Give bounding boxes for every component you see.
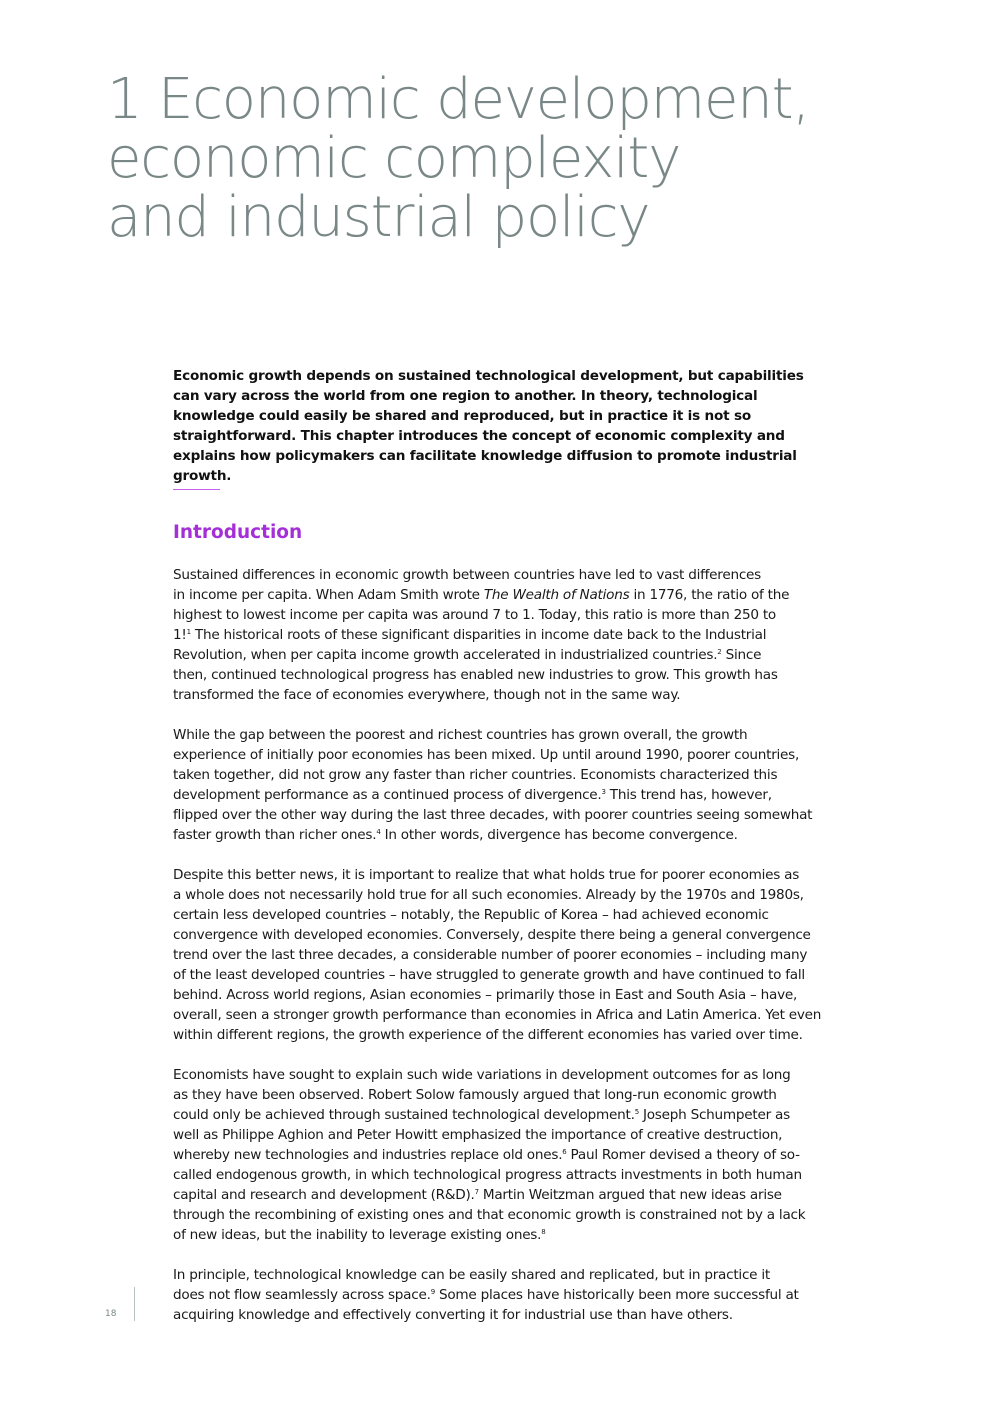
text-run: In other words, divergence has become convergence.	[380, 827, 738, 843]
text-run: within different regions, the growth experience of the different economies has varied over time.	[173, 1027, 803, 1043]
page-number: 18	[105, 1309, 117, 1319]
text-line	[173, 765, 833, 785]
text-run: convergence with developed economies. Conversely, despite there being a general convergence	[173, 927, 811, 943]
text-run: Sustained differences in economic growth between countries have led to vast differences	[173, 567, 761, 583]
text-run: of new ideas, but the inability to leverage existing ones.	[173, 1227, 542, 1243]
body-paragraph	[173, 1065, 833, 1245]
text-line	[173, 1165, 833, 1185]
text-run: Some places have historically been more successful at	[434, 1287, 799, 1303]
text-run: This trend has, however,	[605, 787, 772, 803]
text-line	[173, 585, 833, 605]
text-run: experience of initially poor economies has been mixed. Up until around 1990, poorer countries,	[173, 747, 800, 763]
text-line	[173, 1125, 833, 1145]
body-paragraph	[173, 725, 833, 845]
text-run: could only be achieved through sustained technological development.	[173, 1107, 635, 1123]
footnote-ref: 8	[541, 1228, 546, 1236]
text-run: does not flow seamlessly across space.	[173, 1287, 431, 1303]
footnote-ref: 7	[474, 1188, 479, 1196]
text-line	[173, 665, 833, 685]
text-run: development performance as a continued process of divergence.	[173, 787, 602, 803]
text-run: behind. Across world regions, Asian economies – primarily those in East and South Asia – have,	[173, 987, 798, 1003]
text-line	[173, 1065, 833, 1085]
text-line	[173, 1265, 833, 1285]
text-run: in 1776, the ratio of the	[629, 587, 790, 603]
text-line	[173, 865, 833, 885]
text-line	[173, 1085, 833, 1105]
text-line	[173, 925, 833, 945]
text-run: of the least developed countries – have struggled to generate growth and have continued to fall	[173, 967, 805, 983]
text-run: transformed the face of economies everywhere, though not in the same way.	[173, 687, 681, 703]
text-run: well as Philippe Aghion and Peter Howitt emphasized the importance of creative destruction,	[173, 1127, 783, 1143]
accent-divider	[173, 489, 220, 490]
chapter-title-line: 1 Economic development,	[107, 67, 809, 132]
text-run: Since	[721, 647, 762, 663]
text-line	[173, 985, 833, 1005]
body-paragraph	[173, 1265, 833, 1325]
text-run: Joseph Schumpeter as	[638, 1107, 790, 1123]
text-run: The historical roots of these significant disparities in income date back to the Industrial	[190, 627, 767, 643]
text-run: through the recombining of existing ones and that economic growth is constrained not by a lack	[173, 1207, 806, 1223]
chapter-title-line: economic complexity	[107, 126, 681, 191]
text-run: In principle, technological knowledge can be easily shared and replicated, but in practice it	[173, 1267, 770, 1283]
text-run: taken together, did not grow any faster than richer countries. Economists characterized this	[173, 767, 778, 783]
footnote-ref: 1	[186, 628, 191, 636]
text-run: in income per capita. When Adam Smith wrote	[173, 587, 484, 603]
text-run: certain less developed countries – notably, the Republic of Korea – had achieved economic	[173, 907, 769, 923]
text-line	[173, 1305, 833, 1325]
text-line	[173, 1205, 833, 1225]
text-line	[173, 725, 833, 745]
text-run: called endogenous growth, in which technological progress attracts investments in both human	[173, 1167, 802, 1183]
text-run: Paul Romer devised a theory of so-	[566, 1147, 800, 1163]
text-line	[173, 645, 833, 665]
footnote-ref: 4	[376, 828, 381, 836]
text-line	[173, 565, 833, 585]
text-line	[173, 805, 833, 825]
text-line	[173, 905, 833, 925]
footnote-ref: 6	[562, 1148, 567, 1156]
text-run: While the gap between the poorest and richest countries has grown overall, the growth	[173, 727, 748, 743]
book-title: The Wealth of Nations	[483, 587, 630, 603]
text-run: Revolution, when per capita income growth accelerated in industrialized countries.	[173, 647, 718, 663]
text-run: whereby new technologies and industries replace old ones.	[173, 1147, 563, 1163]
text-run: faster growth than richer ones.	[173, 827, 377, 843]
text-run: Despite this better news, it is important to realize that what holds true for poorer economies as	[173, 867, 800, 883]
footnote-ref: 5	[634, 1108, 639, 1116]
text-run: Martin Weitzman argued that new ideas arise	[478, 1187, 782, 1203]
chapter-title	[107, 67, 927, 250]
text-line	[173, 1005, 833, 1025]
text-line	[173, 1225, 833, 1245]
text-run: a whole does not necessarily hold true for all such economies. Already by the 1970s and 1980s,	[173, 887, 804, 903]
text-run: flipped over the other way during the last three decades, with poorer countries seeing somewhat	[173, 807, 813, 823]
text-run: overall, seen a stronger growth performance than economies in Africa and Latin America. Yet even	[173, 1007, 822, 1023]
lead-paragraph: Economic growth depends on sustained technological development, but capabilities can vary across the world from one region to another. In theory, technological knowledge could easily be shared and reproduced, but in practice it is not so straightforward. This chapter introduces the concept of economic complexity and explains how policymakers can facilitate knowledge diffusion to promote industrial growth.	[173, 368, 804, 484]
text-run: as they have been observed. Robert Solow famously argued that long-run economic growth	[173, 1087, 777, 1103]
text-run: highest to lowest income per capita was around 7 to 1. Today, this ratio is more than 250 to	[173, 607, 776, 623]
text-run: capital and research and development (R&D).	[173, 1187, 475, 1203]
text-run: Economists have sought to explain such wide variations in development outcomes for as long	[173, 1067, 791, 1083]
text-line	[173, 745, 833, 765]
text-run: trend over the last three decades, a considerable number of poorer economies – including many	[173, 947, 808, 963]
text-line	[173, 885, 833, 905]
text-line	[173, 1285, 833, 1305]
footer-divider	[134, 1287, 135, 1321]
text-line	[173, 1025, 833, 1045]
body-text	[173, 565, 833, 1345]
text-line	[173, 945, 833, 965]
body-paragraph	[173, 565, 833, 705]
text-run: 1!	[173, 627, 187, 643]
footnote-ref: 3	[601, 788, 606, 796]
chapter-title-line: and industrial policy	[107, 185, 650, 250]
footnote-ref: 2	[717, 648, 722, 656]
text-run: then, continued technological progress has enabled new industries to grow. This growth has	[173, 667, 778, 683]
body-paragraph	[173, 865, 833, 1045]
text-line	[173, 1105, 833, 1125]
text-line	[173, 685, 833, 705]
text-line	[173, 625, 833, 645]
text-line	[173, 785, 833, 805]
text-line	[173, 1145, 833, 1165]
text-line	[173, 825, 833, 845]
text-run: acquiring knowledge and effectively converting it for industrial use than have others.	[173, 1307, 733, 1323]
text-line	[173, 1185, 833, 1205]
text-line	[173, 605, 833, 625]
footnote-ref: 9	[430, 1288, 435, 1296]
text-line	[173, 965, 833, 985]
section-heading: Introduction	[173, 522, 303, 543]
